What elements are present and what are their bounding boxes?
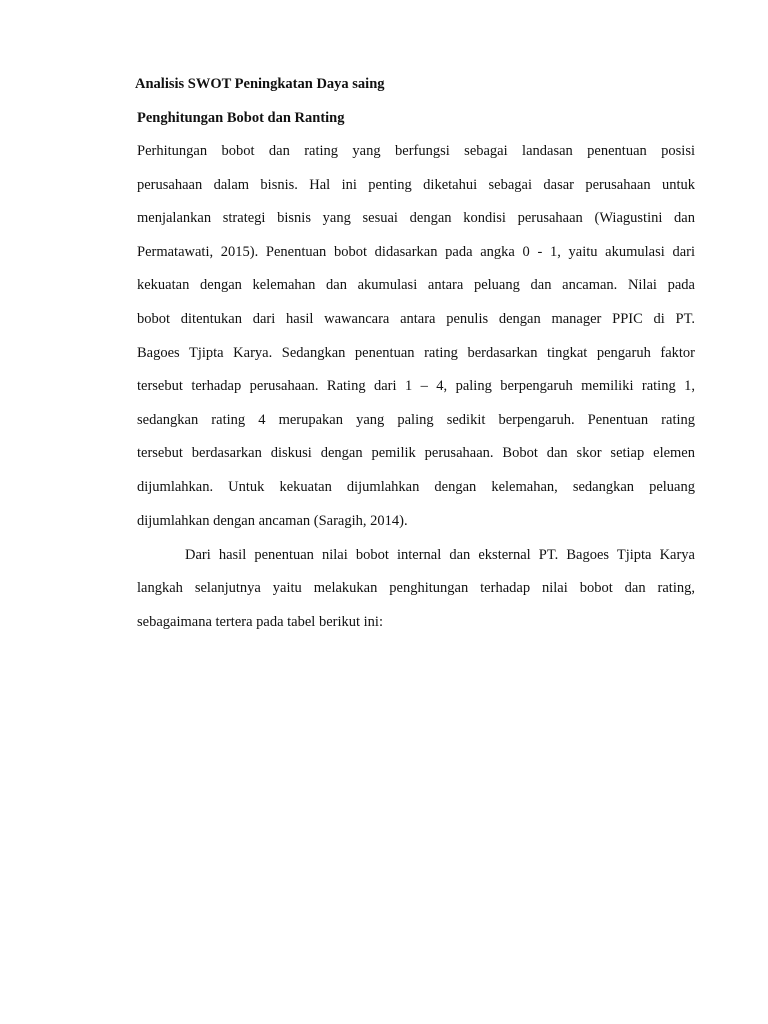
paragraph-1-line: kekuatan dengan kelemahan dan akumulasi antara peluang dan ancaman. Nilai pada [137, 277, 695, 293]
paragraph-1-line: menjalankan strategi bisnis yang sesuai dengan kondisi perusahaan (Wiagustini dan [137, 210, 695, 226]
paragraph-2-line: langkah selanjutnya yaitu melakukan penghitungan terhadap nilai bobot dan rating, [137, 580, 695, 596]
paragraph-1-line: tersebut terhadap perusahaan. Rating dari 1 – 4, paling berpengaruh memiliki rating 1, [137, 378, 695, 394]
paragraph-1-line: perusahaan dalam bisnis. Hal ini penting diketahui sebagai dasar perusahaan untuk [137, 177, 695, 193]
paragraph-1-line: dijumlahkan. Untuk kekuatan dijumlahkan dengan kelemahan, sedangkan peluang [137, 479, 695, 495]
paragraph-1-line: Perhitungan bobot dan rating yang berfungsi sebagai landasan penentuan posisi [137, 143, 695, 159]
paragraph-1-line: bobot ditentukan dari hasil wawancara antara penulis dengan manager PPIC di PT. [137, 311, 695, 327]
paragraph-1-line: Bagoes Tjipta Karya. Sedangkan penentuan rating berdasarkan tingkat pengaruh faktor [137, 345, 695, 361]
paragraph-1-line: dijumlahkan dengan ancaman (Saragih, 2014). [137, 513, 408, 529]
paragraph-1-line: Permatawati, 2015). Penentuan bobot didasarkan pada angka 0 - 1, yaitu akumulasi dari [137, 244, 695, 260]
paragraph-1-line: sedangkan rating 4 merupakan yang paling sedikit berpengaruh. Penentuan rating [137, 412, 695, 428]
paragraph-2-line: sebagaimana tertera pada tabel berikut ini: [137, 614, 383, 630]
document-title: Analisis SWOT Peningkatan Daya saing [135, 76, 385, 92]
paragraph-1-line: tersebut berdasarkan diskusi dengan pemilik perusahaan. Bobot dan skor setiap elemen [137, 445, 695, 461]
section-heading: Penghitungan Bobot dan Ranting [137, 110, 345, 126]
paragraph-2-line: Dari hasil penentuan nilai bobot internal dan eksternal PT. Bagoes Tjipta Karya [185, 547, 695, 563]
